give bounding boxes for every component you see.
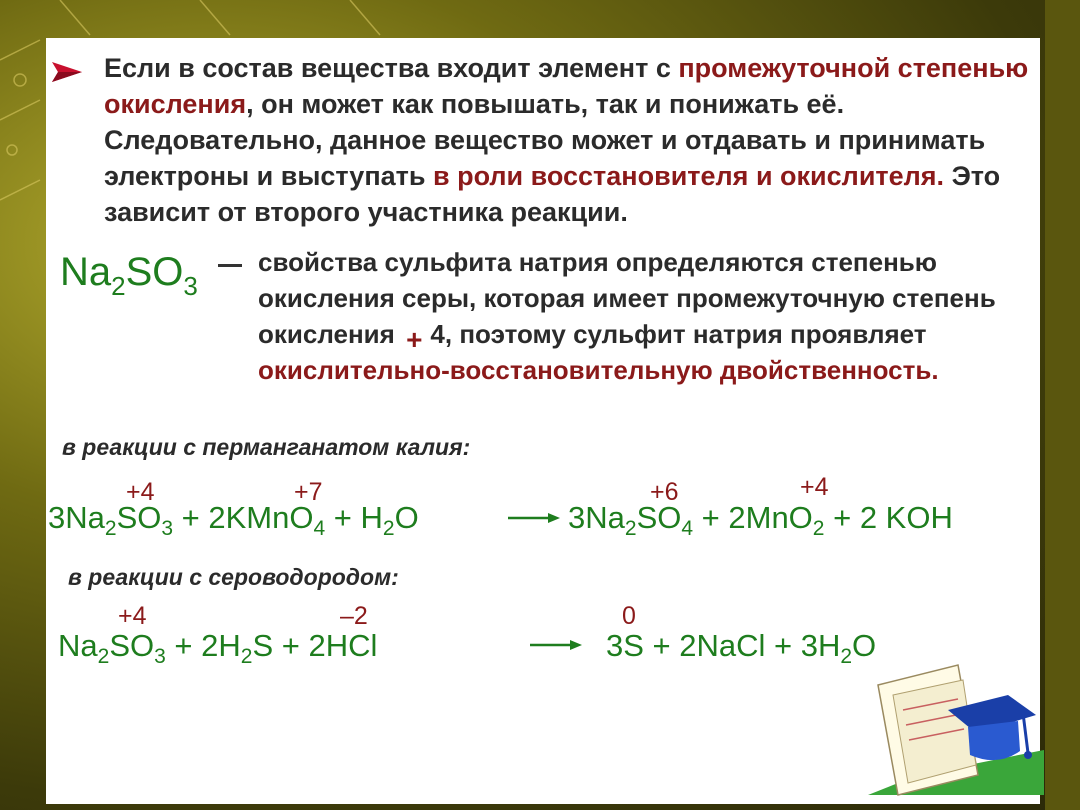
- intro-highlight-2: в роли восстановителя и окислителя.: [432, 161, 945, 191]
- reaction1-ox-mno2: +4: [800, 473, 829, 501]
- intro-paragraph: Если в состав вещества входит элемент с промежуточной степенью окисления, он может как повышать, так и понижать её. Следовательно, данное вещество может и отдавать и принимать электроны и выступать в роли восстановителя и окислителя. Это зависит от второго участника реакции.: [104, 53, 1029, 227]
- reaction2-arrow-icon: [530, 637, 582, 653]
- reaction2-left-side: $Na_2SO_3 + 2H_2S + 2HCl$: [58, 628, 378, 668]
- oxidation-plus-sign: +: [406, 324, 423, 355]
- reaction1-arrow-icon: [508, 510, 560, 526]
- sulfite-highlight: окислительно-восстановительную двойственность.: [258, 355, 939, 385]
- formula-dash: [218, 264, 242, 267]
- sulfite-description: свойства сульфита натрия определяются степенью окисления серы, которая имеет промежуточную степень окисления + 4, поэтому сульфит натрия проявляет окислительно-восстановительную двойственность.: [258, 247, 996, 385]
- sodium-sulfite-formula: $Na_2SO_3$: [60, 250, 198, 301]
- reaction2-ox-sulfite: +4: [118, 602, 147, 630]
- reaction2-ox-sulfur: 0: [622, 602, 636, 630]
- intro-highlight-1: промежуточной степенью окисления: [104, 53, 1029, 119]
- reaction1-right-side: $3Na_2SO_4 + 2MnO_2 + 2$ KOH: [568, 500, 953, 540]
- reaction1-left-side: $3Na_2SO_3$ + 2KMnO$_4$ + $H_2O$: [48, 500, 419, 540]
- reaction2-ox-h2s: –2: [340, 602, 368, 630]
- red-triangle-bullet-icon: [50, 58, 84, 86]
- reaction1-label: в реакции с перманганатом калия:: [62, 434, 471, 460]
- reaction1-ox-permanganate: +7: [294, 478, 323, 506]
- reaction2-right-side: 3S + 2NaCl + $3H_2O$: [606, 628, 877, 668]
- reaction1-ox-sulfite: +4: [126, 478, 155, 506]
- reaction2-label: в реакции с сероводородом:: [68, 564, 399, 590]
- reaction1-ox-sulfate: +6: [650, 478, 679, 506]
- graduation-cap-clipart: [858, 655, 1044, 805]
